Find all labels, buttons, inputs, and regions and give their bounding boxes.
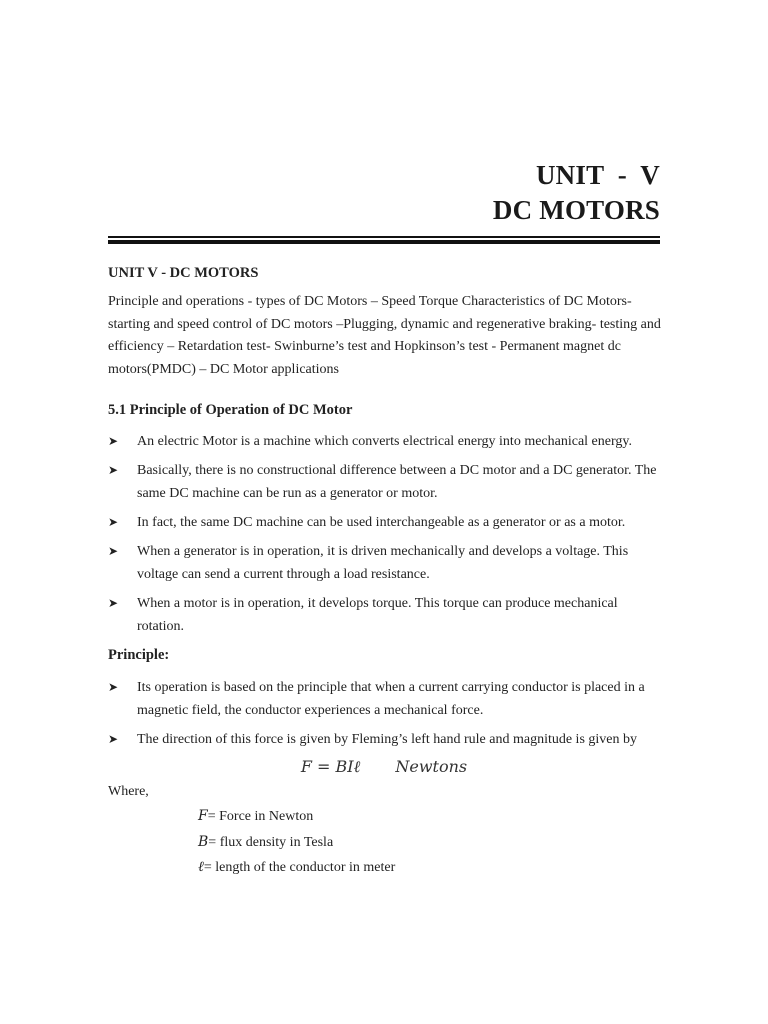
header-rule-thin [108,236,660,238]
list-item [108,592,661,638]
unit-number: UNIT - V [535,160,660,190]
chevron-right-icon: ➤ [108,544,119,558]
principle-title: Principle: [108,647,170,663]
chevron-right-icon: ➤ [108,463,119,477]
definition-text: = length of the conductor in meter [203,860,396,875]
list-item [108,511,661,534]
definition-text: = Force in Newton [207,809,314,824]
principle-bullet-list [108,676,668,757]
chevron-right-icon: ➤ [108,515,119,529]
list-item [108,540,661,586]
unit-heading [493,158,660,228]
syllabus-body: Principle and operations - types of DC Motors – Speed Torque Characteristics of DC Motors-starting and speed control of DC motors –Plugging, dynamic and regenerative braking- testing and efficiency – Retardation test- Swinburne’s test and Hopkinson’s test - Permanent magnet dc motors(PMDC) – DC Motor applications [108,294,661,377]
section-bullet-list [108,430,668,644]
chevron-right-icon: ➤ [108,732,119,746]
list-item-text: The direction of this force is given by Fleming’s left hand rule and magnitude is given by [137,732,638,747]
force-formula [0,757,768,777]
list-item-text: Basically, there is no constructional difference between a DC motor and a DC generator. The same DC machine can be run as a generator or motor. [137,463,657,501]
definition-item [198,855,395,881]
definition-symbol: F [198,808,208,824]
list-item [108,459,661,505]
chevron-right-icon: ➤ [108,596,119,610]
header-rule-thick [108,240,660,244]
definition-symbol: B [198,833,209,850]
list-item [108,676,661,722]
definition-symbol: ℓ [198,859,204,875]
list-item-text: An electric Motor is a machine which converts electrical energy into mechanical energy. [137,434,632,449]
where-label: Where, [108,784,149,799]
list-item-text: Its operation is based on the principle that when a current carrying conductor is placed in a magnetic field, the conductor experiences a mechanical force. [137,680,645,718]
list-item [108,728,661,751]
unit-title: DC MOTORS [492,195,660,225]
definition-item [198,804,395,830]
definition-item [198,830,395,856]
formula-expression: F = BIℓ [300,757,361,776]
section-title: 5.1 Principle of Operation of DC Motor [108,402,353,418]
list-item-text: When a generator is in operation, it is driven mechanically and develops a voltage. This voltage can send a current through a load resistance. [137,544,629,582]
list-item-text: In fact, the same DC machine can be used interchangeable as a generator or as a motor. [137,515,626,530]
chevron-right-icon: ➤ [108,680,119,694]
formula-unit: Newtons [395,757,468,776]
definition-list [198,804,395,881]
chevron-right-icon: ➤ [108,434,119,448]
definition-text: = flux density in Tesla [208,834,334,850]
list-item [108,430,661,453]
list-item-text: When a motor is in operation, it develops torque. This torque can produce mechanical rotation. [137,596,618,634]
syllabus-title: UNIT V - DC MOTORS [108,265,259,281]
